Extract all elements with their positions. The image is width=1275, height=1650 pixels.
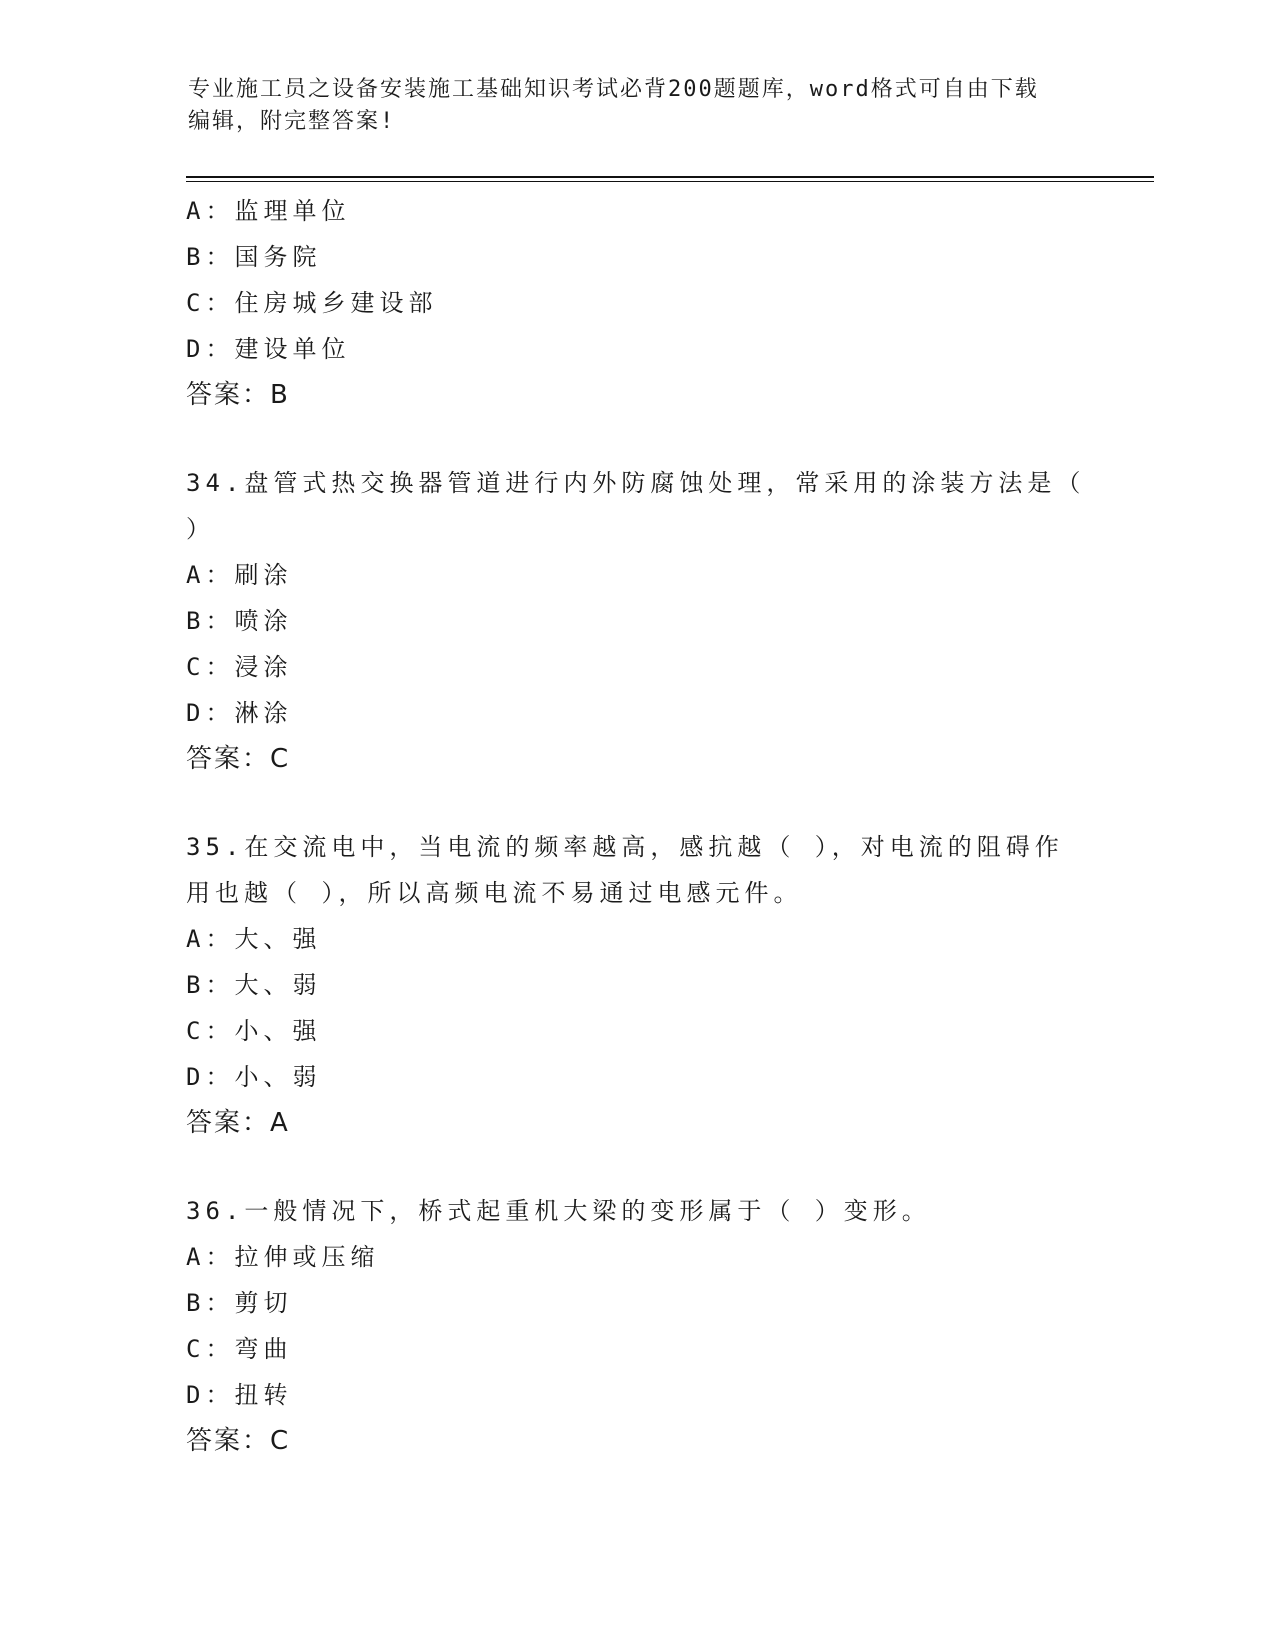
option-b: B：剪切 (186, 1289, 293, 1317)
option-d: D：建设单位 (186, 335, 351, 363)
question-text-line: 35.在交流电中，当电流的频率越高，感抗越（ ），对电流的阻碍作 (186, 833, 1064, 861)
question-text-line: 36.一般情况下，桥式起重机大梁的变形属于（ ）变形。 (186, 1197, 931, 1225)
option-c: C：住房城乡建设部 (186, 289, 438, 317)
option-d: D：扭转 (186, 1381, 293, 1409)
question-list (186, 188, 1086, 1506)
answer-line: 答案：C (186, 744, 291, 774)
option-a: A：拉伸或压缩 (186, 1243, 380, 1271)
answer-line: 答案：A (186, 1108, 290, 1138)
header-divider-thick (186, 176, 1154, 178)
question-text-line: ） (186, 515, 215, 543)
option-a: A：监理单位 (186, 197, 351, 225)
answer-line: 答案：C (186, 1426, 291, 1456)
option-a: A：刷涂 (186, 561, 293, 589)
option-d: D：淋涂 (186, 699, 293, 727)
question-block (186, 1188, 1086, 1464)
header-line-1: 专业施工员之设备安装施工基础知识考试必背200题题库，word格式可自由下载 (188, 77, 1039, 102)
answer-line: 答案：B (186, 380, 290, 410)
option-a: A：大、强 (186, 925, 322, 953)
question-block (186, 460, 1086, 782)
option-c: C：弯曲 (186, 1335, 293, 1363)
option-c: C：浸涂 (186, 653, 293, 681)
option-b: B：国务院 (186, 243, 322, 271)
document-header (188, 74, 1068, 138)
question-block (186, 824, 1086, 1146)
header-line-2: 编辑，附完整答案! (188, 109, 396, 134)
option-b: B：喷涂 (186, 607, 293, 635)
option-b: B：大、弱 (186, 971, 322, 999)
question-block (186, 188, 1086, 418)
header-divider-thin (186, 181, 1154, 182)
question-text-line: 34.盘管式热交换器管道进行内外防腐蚀处理，常采用的涂装方法是（ (186, 469, 1086, 497)
question-text-line: 用也越（ ），所以高频电流不易通过电感元件。 (186, 879, 803, 907)
option-d: D：小、弱 (186, 1063, 322, 1091)
option-c: C：小、强 (186, 1017, 322, 1045)
